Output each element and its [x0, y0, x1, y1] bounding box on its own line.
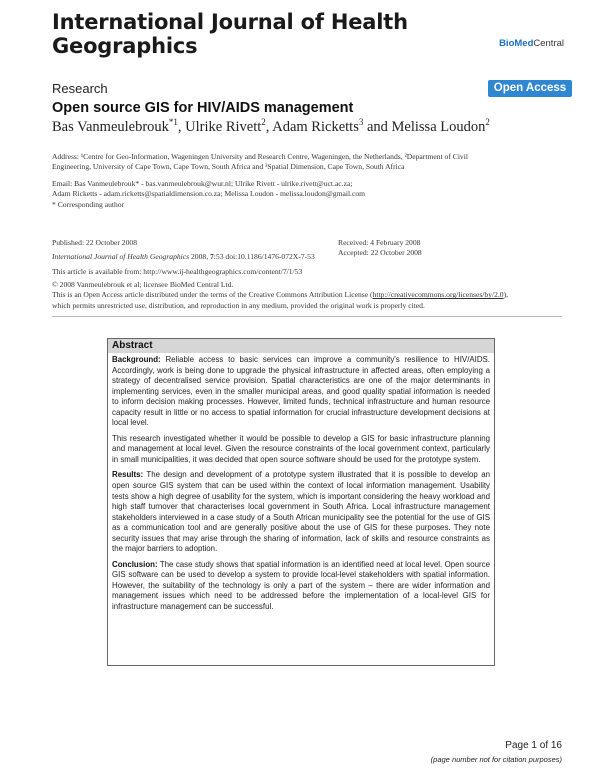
publisher-logo[interactable]: BioMedCentral	[499, 38, 564, 49]
author-name[interactable]: Adam Ricketts	[272, 118, 359, 135]
divider	[52, 316, 562, 317]
author-affiliation-mark: 3	[358, 117, 364, 127]
corresponding-author-note: * Corresponding author	[52, 199, 125, 209]
license-block	[52, 280, 562, 311]
open-access-badge: Open Access	[488, 80, 572, 97]
abstract-background: Background: Reliable access to basic services can improve a community's resilience to HIV/AIDS. Accordingly, work is being done to upgrade the physical infrastructure in affected areas, often employing a strategy of decentralised service provision. Spatial characteristics are one of the major determinants in implementing services, even in the smaller municipal areas, and good quality spatial information is needed to inform decision making processes. However, limited funds, technical infrastructure and human resource capacity result in little or no access to spatial information for crucial infrastructure development decisions at local level.	[112, 355, 490, 428]
page-number-note: (page number not for citation purposes)	[430, 755, 562, 764]
journal-title: International Journal of Health Geographics	[52, 10, 408, 58]
author-affiliation-mark: 2	[485, 117, 490, 127]
author-list: Bas Vanmeulebrouk$^{*1}$, Ulrike Rivett$^2$, Adam Ricketts$^3$ and Melissa Loudon$^2$	[52, 117, 490, 135]
email-line[interactable]: Adam Ricketts - adam.ricketts@spatialdimension.co.za; Melissa Loudon - melissa.loudon@gmail.com	[52, 189, 366, 199]
address-line: Engineering, University of Cape Town, Cape Town, South Africa and ³Spatial Dimension, Cape Town, South Africa	[52, 162, 405, 172]
article-title: Open source GIS for HIV/AIDS management	[52, 100, 354, 116]
page-number: Page 1 of 16	[505, 740, 562, 751]
citation-line: International Journal of Health Geographics 2008, 7:53 doi:10.1186/1476-072X-7-53	[52, 252, 315, 262]
affiliation-block	[52, 152, 564, 210]
license-text: which permits unrestricted use, distribution, and reproduction in any medium, provided the original work is properly cited.	[52, 300, 425, 310]
abstract-heading: Abstract	[108, 339, 494, 353]
author-name[interactable]: Ulrike Rivett	[185, 118, 262, 135]
license-link[interactable]: http://creativecommons.org/licenses/by/2.0	[372, 290, 504, 300]
address-line: Address: ¹Centre for Geo-Information, Wageningen University and Research Centre, Wageningen, the Netherlands, ²Department of Civil	[52, 152, 468, 161]
author-name[interactable]: Bas Vanmeulebrouk	[52, 118, 169, 135]
abstract-conclusion: Conclusion: The case study shows that spatial information is an identified need at local level. Open source GIS software can be used to develop a system to provide local-level stakeholders with spatial information. However, the suitability of the technology is only a part of the system – there are wider information and management issues which need to be addressed before the implementation of a local-level GIS for infrastructure management can be successful.	[112, 559, 490, 612]
accepted-date: Accepted: 22 October 2008	[338, 248, 422, 258]
received-accepted-dates	[338, 238, 538, 259]
published-date: Published: 22 October 2008	[52, 238, 137, 247]
author-affiliation-mark: *1	[168, 117, 178, 127]
abstract-results: Results: The design and development of a prototype system illustrated that it is possible to develop an open source GIS system that can be used within the context of local information management. Usability tests show a high degree of usability for the system, which is important considering the heavy workload and high staff turnover that characterises local government in South Africa. Local infrastructure management stakeholders interviewed in a case study of a South African municipality see the potential for the use of GIS as a communication tool and are generally positive about the use of GIS for these purposes. They note security issues that may arise through the sharing of information, lack of skills and resource constraints as the major barriers to adoption.	[112, 470, 490, 554]
article-url[interactable]: This article is available from: http://www.ij-healthgeographics.com/content/7/1/53	[52, 266, 303, 276]
abstract-body	[112, 355, 490, 618]
abstract-background-cont: This research investigated whether it would be possible to develop a GIS for basic infrastructure planning and management at local level. Given the resource constraints of the local government context, particularly in small municipalities, it was decided that open source software should be used for the prototype system.	[112, 433, 490, 464]
received-date: Received: 4 February 2008	[338, 238, 421, 247]
email-line[interactable]: Email: Bas Vanmeulebrouk* - bas.vanmeulebrouk@wur.nl; Ulrike Rivett - ulrike.rivett@uct.ac.za;	[52, 178, 353, 188]
publication-info	[52, 238, 352, 277]
article-section-label: Research	[52, 81, 108, 96]
license-text: This is an Open Access article distributed under the terms of the Creative Commons Attribution License (http://creativecommons.org/licenses/by/2.0),	[52, 290, 509, 300]
author-name[interactable]: Melissa Loudon	[391, 118, 486, 135]
copyright-line: © 2008 Vanmeulebrouk et al; licensee BioMed Central Ltd.	[52, 280, 234, 289]
author-affiliation-mark: 2	[261, 117, 266, 127]
